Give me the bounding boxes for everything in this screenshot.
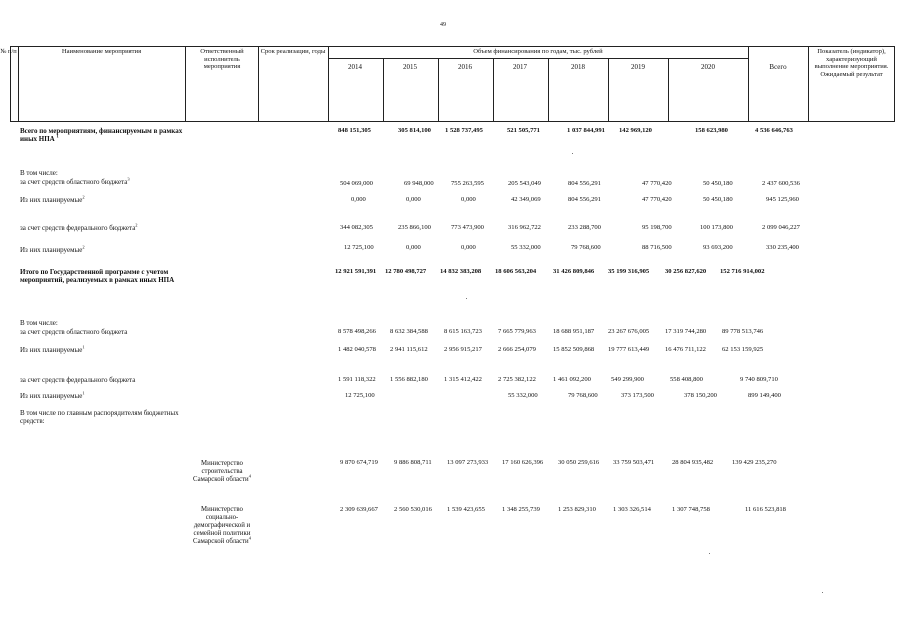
header-funding: Объем финансирования по годам, тыс. рублей <box>473 48 603 55</box>
value-cell: 33 759 503,471 <box>613 459 655 466</box>
value-cell: 0,000 <box>406 244 421 251</box>
value-cell: 100 173,800 <box>700 224 733 231</box>
value-cell: 0,000 <box>406 196 421 203</box>
value-cell: 9 740 809,710 <box>740 376 778 383</box>
scan-speck <box>572 153 573 154</box>
value-cell: 12 780 498,727 <box>385 268 427 275</box>
value-cell: 12 921 591,391 <box>335 268 377 275</box>
value-cell: 1 539 423,655 <box>447 506 485 513</box>
year-2015: 2015 <box>403 63 417 71</box>
value-cell: 79 768,600 <box>568 392 598 399</box>
value-cell: 2 437 600,536 <box>762 180 800 187</box>
value-cell: 17 319 744,280 <box>665 328 707 335</box>
value-cell: 158 623,980 <box>695 127 728 134</box>
values-row <box>0 244 905 254</box>
values-row <box>0 459 905 469</box>
value-cell: 89 778 513,746 <box>722 328 764 335</box>
value-cell: 152 716 914,002 <box>720 268 765 275</box>
row-label-including: В том числе: <box>20 169 58 177</box>
values-row <box>0 392 905 402</box>
values-row <box>0 506 905 516</box>
value-cell: 373 173,500 <box>621 392 654 399</box>
year-2019: 2019 <box>631 63 645 71</box>
value-cell: 2 725 382,122 <box>498 376 536 383</box>
value-cell: 50 450,180 <box>703 180 733 187</box>
value-cell: 804 556,291 <box>568 180 601 187</box>
values-row <box>0 346 905 356</box>
value-cell: 1 253 829,310 <box>558 506 596 513</box>
values-row <box>0 196 905 206</box>
value-cell: 521 505,771 <box>507 127 540 134</box>
value-cell: 1 303 326,514 <box>613 506 651 513</box>
value-cell: 88 716,500 <box>642 244 672 251</box>
value-cell: 79 768,600 <box>571 244 601 251</box>
value-cell: 1 482 040,578 <box>338 346 376 353</box>
value-cell: 2 099 046,227 <box>762 224 800 231</box>
value-cell: 316 962,722 <box>508 224 541 231</box>
header-num: № п/п <box>0 48 17 55</box>
value-cell: 848 151,305 <box>338 127 371 134</box>
value-cell: 93 693,200 <box>703 244 733 251</box>
value-cell: 1 348 255,739 <box>502 506 540 513</box>
value-cell: 23 267 676,005 <box>608 328 650 335</box>
value-cell: 945 125,960 <box>766 196 799 203</box>
values-row <box>0 376 905 386</box>
value-cell: 8 578 498,266 <box>338 328 376 335</box>
value-cell: 18 688 951,187 <box>553 328 595 335</box>
value-cell: 16 476 711,122 <box>665 346 706 353</box>
header-indicator: Показатель (индикатор), характеризующий выполнение мероприятия. Ожидаемый результат <box>814 48 889 78</box>
value-cell: 305 814,100 <box>398 127 431 134</box>
value-cell: 1 556 882,180 <box>390 376 428 383</box>
value-cell: 55 332,000 <box>508 392 538 399</box>
year-2014: 2014 <box>348 63 362 71</box>
values-row <box>0 268 905 278</box>
value-cell: 899 149,400 <box>748 392 781 399</box>
value-cell: 9 886 808,711 <box>394 459 432 466</box>
value-cell: 2 941 115,612 <box>390 346 428 353</box>
row-label-regional-budget: за счет средств областного бюджета$^3$ <box>20 176 130 186</box>
header-name: Наименование мероприятия <box>61 48 142 55</box>
value-cell: 12 725,100 <box>344 244 374 251</box>
ministry-construction: Министерство строительства Самарской области$^4$ <box>193 460 251 483</box>
row-label-regional-budget: за счет средств областного бюджета <box>20 328 128 336</box>
row-label-by-managers: В том числе по главным распорядителям бюджетных средств: <box>20 409 179 426</box>
value-cell: 139 429 235,270 <box>732 459 777 466</box>
value-cell: 804 556,291 <box>568 196 601 203</box>
value-cell: 504 069,000 <box>340 180 373 187</box>
row-label-federal-budget: за счет средств федерального бюджета$^2$ <box>20 222 138 232</box>
value-cell: 2 956 915,217 <box>444 346 482 353</box>
value-cell: 2 560 530,016 <box>394 506 432 513</box>
value-cell: 1 528 737,495 <box>445 127 483 134</box>
value-cell: 1 037 844,991 <box>567 127 605 134</box>
row-label-planned: Из них планируемые$^1$ <box>20 390 85 400</box>
value-cell: 330 235,400 <box>766 244 799 251</box>
value-cell: 47 770,420 <box>642 180 672 187</box>
header-term: Срок реализации, годы <box>260 48 326 55</box>
value-cell: 30 050 259,616 <box>558 459 600 466</box>
scan-speck <box>822 592 823 593</box>
value-cell: 55 332,000 <box>511 244 541 251</box>
value-cell: 2 309 639,667 <box>340 506 378 513</box>
value-cell: 14 832 383,208 <box>440 268 482 275</box>
value-cell: 62 153 159,925 <box>722 346 764 353</box>
value-cell: 30 256 827,620 <box>665 268 707 275</box>
value-cell: 205 543,049 <box>508 180 541 187</box>
value-cell: 235 866,100 <box>398 224 431 231</box>
value-cell: 12 725,100 <box>345 392 375 399</box>
row-label-federal-budget: за счет средств федерального бюджета <box>20 376 136 384</box>
value-cell: 42 349,069 <box>511 196 541 203</box>
value-cell: 15 852 509,868 <box>553 346 595 353</box>
value-cell: 47 770,420 <box>642 196 672 203</box>
row-label-planned: Из них планируемые$^2$ <box>20 244 85 254</box>
value-cell: 31 426 809,846 <box>553 268 595 275</box>
year-2017: 2017 <box>513 63 527 71</box>
value-cell: 2 666 254,079 <box>498 346 536 353</box>
page-number: 49 <box>440 22 446 28</box>
value-cell: 1 315 412,422 <box>444 376 482 383</box>
scan-speck <box>709 553 710 554</box>
year-2016: 2016 <box>458 63 472 71</box>
value-cell: 0,000 <box>351 196 366 203</box>
value-cell: 558 408,800 <box>670 376 703 383</box>
value-cell: 0,000 <box>461 196 476 203</box>
value-cell: 344 082,305 <box>340 224 373 231</box>
value-cell: 17 160 626,396 <box>502 459 544 466</box>
year-2020: 2020 <box>701 63 715 71</box>
row-label-planned: Из них планируемые$^2$ <box>20 194 85 204</box>
value-cell: 9 870 674,719 <box>340 459 378 466</box>
year-2018: 2018 <box>571 63 585 71</box>
row-label-program-total: Итого по Государственной программе с учетом мероприятий, реализуемых в рамках иных НПА <box>20 268 175 285</box>
ministry-social-demographic: Министерство социально-демографической и семейной политики Самарской области$^4$ <box>193 506 251 545</box>
value-cell: 13 097 273,933 <box>447 459 489 466</box>
value-cell: 549 299,900 <box>611 376 644 383</box>
value-cell: 1 307 748,758 <box>672 506 710 513</box>
value-cell: 7 665 779,963 <box>498 328 536 335</box>
values-row <box>0 127 905 137</box>
value-cell: 95 198,700 <box>642 224 672 231</box>
value-cell: 50 450,180 <box>703 196 733 203</box>
value-cell: 19 777 613,449 <box>608 346 650 353</box>
value-cell: 1 591 118,322 <box>338 376 376 383</box>
value-cell: 69 948,000 <box>404 180 434 187</box>
year-total: Всего <box>769 63 787 71</box>
value-cell: 8 632 384,588 <box>390 328 428 335</box>
value-cell: 4 536 646,763 <box>755 127 793 134</box>
value-cell: 11 616 523,818 <box>745 506 786 513</box>
values-row <box>0 176 905 190</box>
value-cell: 755 263,595 <box>451 180 484 187</box>
values-row <box>0 224 905 234</box>
value-cell: 773 473,900 <box>451 224 484 231</box>
header-responsible: Ответственный исполнитель мероприятия <box>200 48 244 71</box>
value-cell: 28 804 935,482 <box>672 459 714 466</box>
value-cell: 35 199 316,905 <box>608 268 650 275</box>
value-cell: 233 288,700 <box>568 224 601 231</box>
value-cell: 1 461 092,200 <box>553 376 591 383</box>
value-cell: 8 615 163,723 <box>444 328 482 335</box>
values-row <box>0 328 905 338</box>
scan-speck <box>466 298 467 299</box>
value-cell: 142 969,120 <box>619 127 652 134</box>
value-cell: 0,000 <box>461 244 476 251</box>
value-cell: 378 150,200 <box>684 392 717 399</box>
row-label-planned: Из них планируемые$^1$ <box>20 344 85 354</box>
value-cell: 18 606 563,204 <box>495 268 537 275</box>
row-label-including: В том числе: <box>20 319 58 327</box>
row-label-total-other-npa: Всего по мероприятиям, финансируемым в рамках иных НПА $^1$ <box>20 127 183 144</box>
